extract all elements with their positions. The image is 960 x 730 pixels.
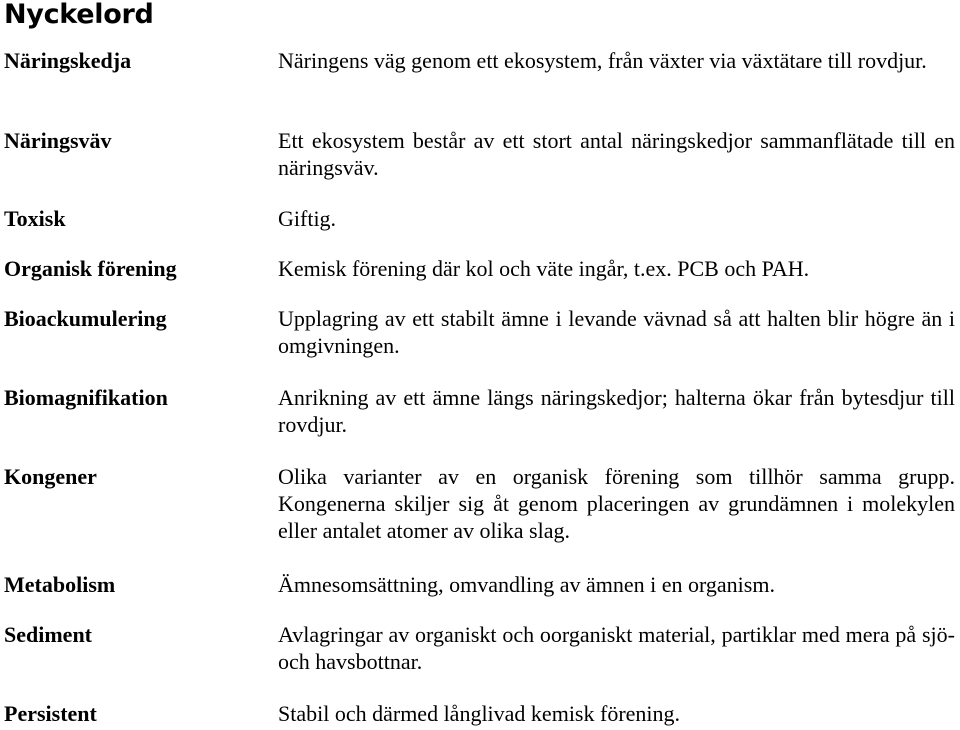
- term-persistent: Persistent: [4, 701, 97, 726]
- term-biomagnifikation: Biomagnifikation: [4, 385, 168, 410]
- definition-toxisk: Giftig.: [278, 206, 337, 231]
- term-kongener: Kongener: [4, 464, 97, 489]
- term-sediment: Sediment: [4, 622, 92, 647]
- definition-persistent: Stabil och därmed långlivad kemisk förening.: [278, 701, 681, 726]
- page-title: Nyckelord: [4, 0, 154, 30]
- definition-biomagnifikation: Anrikning av ett ämne längs näringskedjor; halterna ökar från bytesdjur till rovdjur.: [278, 385, 955, 437]
- term-bioackumulering: Bioackumulering: [4, 306, 167, 331]
- definition-kongener: Olika varianter av en organisk förening som tillhör samma grupp. Kongenerna skiljer sig åt genom placeringen av grundämnen i molekylen eller antalet atomer av olika slag.: [278, 464, 955, 543]
- term-metabolism: Metabolism: [4, 572, 116, 597]
- term-organisk-forening: Organisk förening: [4, 256, 177, 281]
- term-naringsvav: Näringsväv: [4, 128, 112, 153]
- definition-bioackumulering: Upplagring av ett stabilt ämne i levande vävnad så att halten blir högre än i omgivningen.: [278, 306, 955, 358]
- definition-naringsvav: Ett ekosystem består av ett stort antal näringskedjor sammanflätade till en näringsväv.: [278, 128, 955, 180]
- definition-naringskedja: Näringens väg genom ett ekosystem, från växter via växtätare till rovdjur.: [278, 48, 927, 73]
- definition-sediment: Avlagringar av organiskt och oorganiskt material, partiklar med mera på sjö- och havsbottnar.: [278, 622, 955, 674]
- term-toxisk: Toxisk: [4, 206, 66, 231]
- term-naringskedja: Näringskedja: [4, 48, 132, 73]
- definition-metabolism: Ämnesomsättning, omvandling av ämnen i en organism.: [278, 572, 775, 597]
- definition-organisk-forening: Kemisk förening där kol och väte ingår, t.ex. PCB och PAH.: [278, 256, 810, 281]
